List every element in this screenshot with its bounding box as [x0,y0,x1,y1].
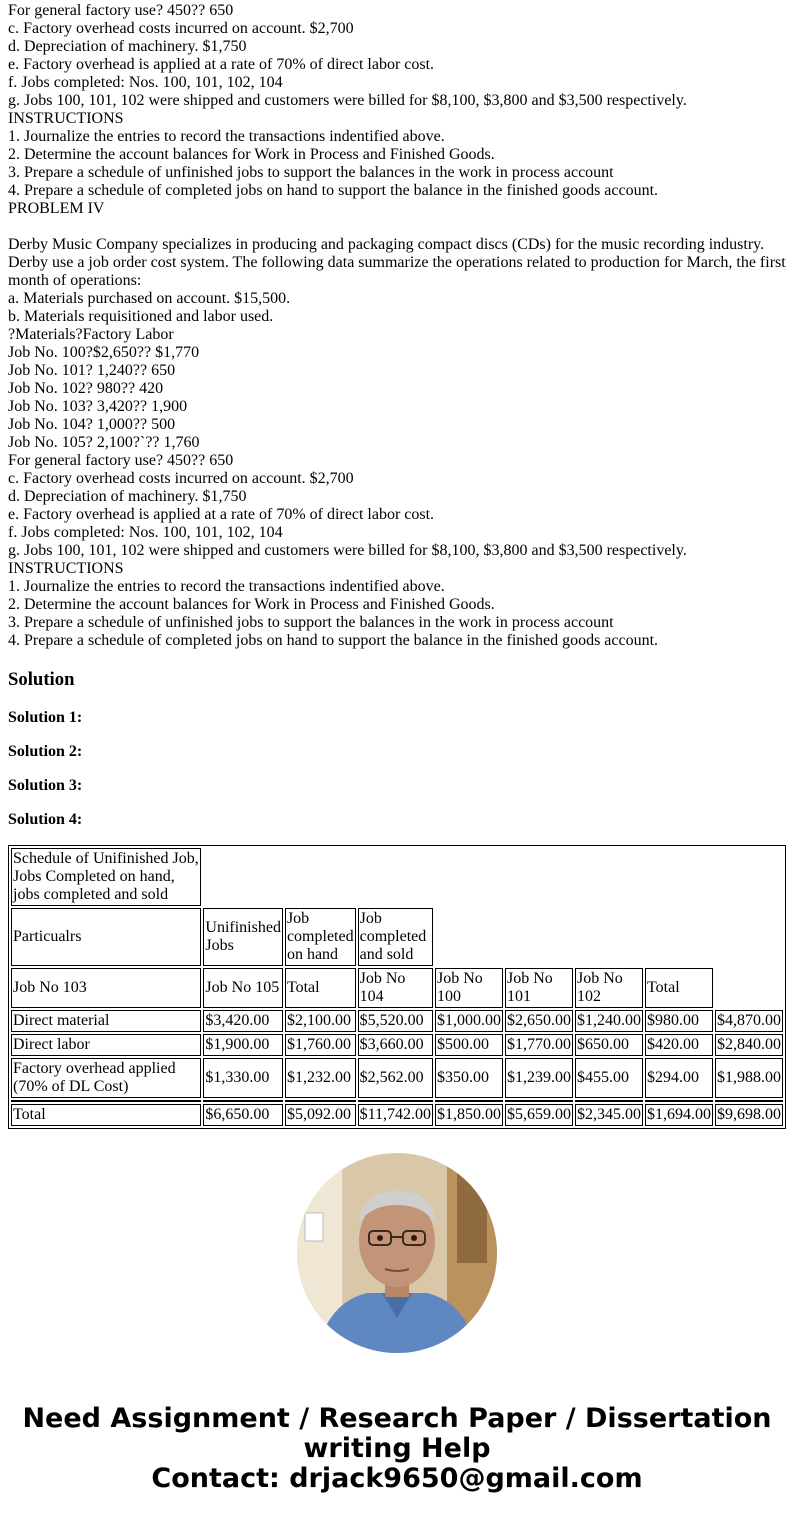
text-line: For general factory use? 450?? 650 [8,2,234,19]
table-cell [358,1100,433,1102]
header-cell: Job completed and sold [358,908,433,966]
table-cell: $1,240.00 [575,1010,643,1032]
author-photo [297,1153,497,1353]
text-line: 1. Journalize the entries to record the transactions indentified above. [8,128,445,145]
text-line: INSTRUCTIONS [8,560,124,577]
table-row [11,1034,783,1056]
table-cell: $500.00 [435,1034,503,1056]
table-cell: $5,659.00 [505,1104,573,1126]
table-cell: $6,650.00 [203,1104,283,1126]
table-cell: $11,742.00 [358,1104,433,1126]
table-row-spacer [11,1100,783,1102]
text-line: Job No. 101? 1,240?? 650 [8,362,176,379]
table-cell: $1,850.00 [435,1104,503,1126]
table-row [11,1010,783,1032]
table-title-row [11,848,783,906]
solution-heading: Solution [8,669,75,690]
table-cell: $1,770.00 [505,1034,573,1056]
author-photo-illustration [297,1153,497,1353]
table-cell: $2,650.00 [505,1010,573,1032]
table-header-row [11,908,783,966]
blank-line [8,218,788,236]
table-cell: Factory overhead applied (70% of DL Cost) [11,1058,201,1098]
table-cell: $1,900.00 [203,1034,283,1056]
text-line: c. Factory overhead costs incurred on account. $2,700 [8,470,354,487]
table-cell: $980.00 [645,1010,713,1032]
table-cell: $455.00 [575,1058,643,1098]
table-cell: $1,232.00 [285,1058,356,1098]
solution-4-label: Solution 4: [8,811,83,828]
text-line: For general factory use? 450?? 650 [8,452,234,469]
table-cell: $650.00 [575,1034,643,1056]
text-line: Job No. 103? 3,420?? 1,900 [8,398,188,415]
text-line: d. Depreciation of machinery. $1,750 [8,38,247,55]
header-cell: Unifinished Jobs [203,908,283,966]
problem-heading: PROBLEM IV [8,200,105,217]
table-cell [505,1100,573,1102]
text-line: 4. Prepare a schedule of completed jobs on hand to support the balance in the finished goods account. [8,632,659,649]
table-cell [285,1100,356,1102]
problem-section [8,290,788,650]
text-line: Job No. 102? 980?? 420 [8,380,164,397]
table-cell: $1,988.00 [715,1058,783,1098]
text-line: 3. Prepare a schedule of unfinished jobs to support the balances in the work in process account [8,164,614,181]
text-line: 3. Prepare a schedule of unfinished jobs to support the balances in the work in process account [8,614,614,631]
document-body [8,2,788,650]
table-row [11,1058,783,1098]
table-cell [575,1100,643,1102]
text-line: g. Jobs 100, 101, 102 were shipped and customers were billed for $8,100, $3,800 and $3,500 respectively. [8,92,687,109]
banner-contact: Contact: drjack9650@gmail.com [151,1463,643,1494]
text-line: b. Materials requisitioned and labor used. [8,308,274,325]
header-cell: Particualrs [11,908,201,966]
subheader-cell: Job No 101 [505,968,573,1008]
table-cell: $2,100.00 [285,1010,356,1032]
header-cell: Job completed on hand [285,908,356,966]
text-line: e. Factory overhead is applied at a rate of 70% of direct labor cost. [8,506,435,523]
table-cell: $5,092.00 [285,1104,356,1126]
contact-banner [0,1404,794,1494]
table-subheader-row [11,968,783,1008]
table-cell: $1,760.00 [285,1034,356,1056]
text-line: Job No. 104? 1,000?? 500 [8,416,176,433]
table-cell: $2,345.00 [575,1104,643,1126]
text-line: e. Factory overhead is applied at a rate of 70% of direct labor cost. [8,56,435,73]
text-line: a. Materials purchased on account. $15,500. [8,290,291,307]
subheader-cell: Job No 105 [203,968,283,1008]
banner-line-1: Need Assignment / Research Paper / Dissertation [22,1403,772,1434]
table-cell: $4,870.00 [715,1010,783,1032]
text-line: f. Jobs completed: Nos. 100, 101, 102, 104 [8,524,283,541]
table-cell: $3,420.00 [203,1010,283,1032]
solution-3-label: Solution 3: [8,777,83,794]
text-line: 2. Determine the account balances for Work in Process and Finished Goods. [8,596,495,613]
subheader-cell: Job No 104 [358,968,433,1008]
text-line: 1. Journalize the entries to record the transactions indentified above. [8,578,445,595]
table-cell [715,1100,783,1102]
table-cell [645,1100,713,1102]
table-cell: Total [11,1104,201,1126]
solution-1-label: Solution 1: [8,709,83,726]
table-cell: $294.00 [645,1058,713,1098]
problem-paragraph: Derby Music Company specializes in producing and packaging compact discs (CDs) for the music recording industry. Derby use a job order cost system. The following data summarize the operations related to production for March, the first month of operations: [8,236,786,289]
table-cell: $2,562.00 [358,1058,433,1098]
table-title: Schedule of Unifinished Job, Jobs Completed on hand, jobs completed and sold [11,848,201,906]
subheader-cell: Total [645,968,713,1008]
text-line: INSTRUCTIONS [8,110,124,127]
text-line: g. Jobs 100, 101, 102 were shipped and customers were billed for $8,100, $3,800 and $3,500 respectively. [8,542,687,559]
subheader-cell: Job No 102 [575,968,643,1008]
table-cell: $2,840.00 [715,1034,783,1056]
subheader-cell: Total [285,968,356,1008]
table-cell: Direct labor [11,1034,201,1056]
table-cell: $5,520.00 [358,1010,433,1032]
text-line: 4. Prepare a schedule of completed jobs on hand to support the balance in the finished goods account. [8,182,659,199]
table-cell: $1,694.00 [645,1104,713,1126]
subheader-cell: Job No 103 [11,968,201,1008]
table-total-row [11,1104,783,1126]
banner-line-2: writing Help [303,1433,491,1464]
text-line: c. Factory overhead costs incurred on account. $2,700 [8,20,354,37]
solution-2-label: Solution 2: [8,743,83,760]
table-cell: Direct material [11,1010,201,1032]
schedule-table [8,845,786,1129]
subheader-cell: Job No 100 [435,968,503,1008]
table-cell: $1,239.00 [505,1058,573,1098]
intro-section [8,2,788,218]
table-cell [11,1100,201,1102]
text-line: Job No. 105? 2,100?`?? 1,760 [8,434,200,451]
text-line: f. Jobs completed: Nos. 100, 101, 102, 104 [8,74,283,91]
table-cell: $1,330.00 [203,1058,283,1098]
table-cell [435,1100,503,1102]
table-cell: $1,000.00 [435,1010,503,1032]
table-cell: $420.00 [645,1034,713,1056]
text-line: Job No. 100?$2,650?? $1,770 [8,344,200,361]
text-line: d. Depreciation of machinery. $1,750 [8,488,247,505]
table-cell [203,1100,283,1102]
table-cell: $9,698.00 [715,1104,783,1126]
text-line: ?Materials?Factory Labor [8,326,174,343]
table-cell: $350.00 [435,1058,503,1098]
table-cell: $3,660.00 [358,1034,433,1056]
text-line: 2. Determine the account balances for Work in Process and Finished Goods. [8,146,495,163]
